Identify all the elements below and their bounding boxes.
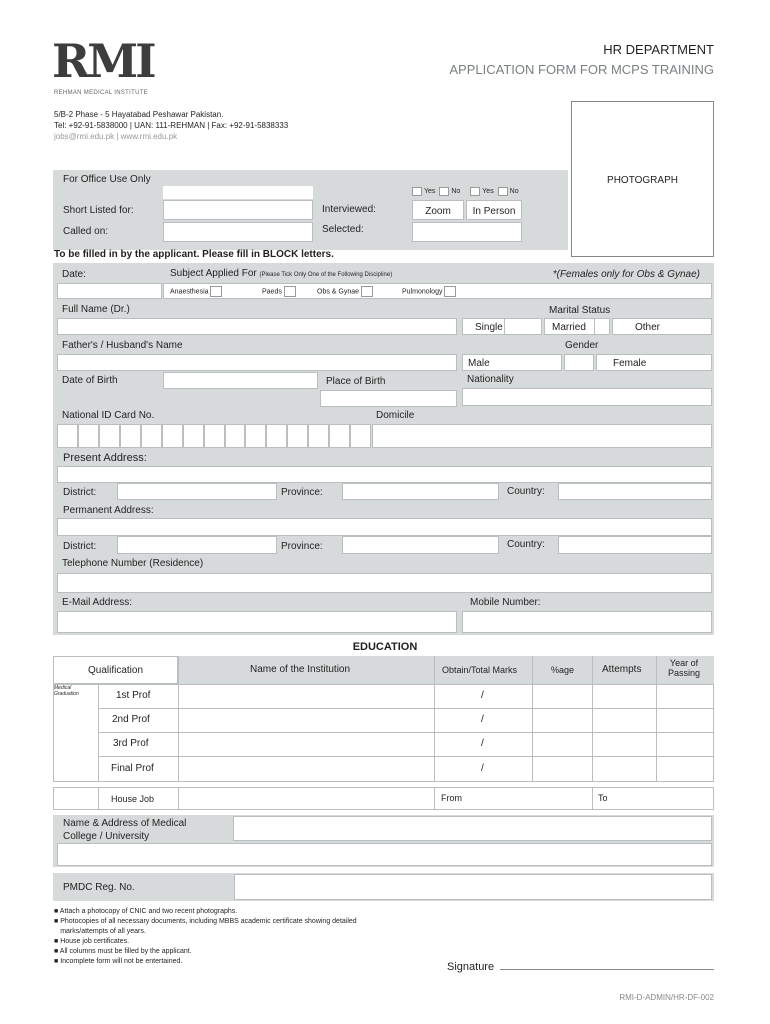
present-country-label: Country: <box>507 486 545 497</box>
married-label: Married <box>552 322 586 333</box>
male-box[interactable] <box>564 354 594 371</box>
disc-anaesthesia-label: Anaesthesia <box>170 288 209 296</box>
male-label: Male <box>468 358 490 369</box>
house-job-divider <box>434 787 435 810</box>
disc-pulmonology-checkbox[interactable] <box>444 286 456 297</box>
disc-anaesthesia-checkbox[interactable] <box>210 286 222 297</box>
marks-header: Obtain/Total Marks <box>442 665 518 675</box>
present-district-label: District: <box>63 487 97 498</box>
photograph-box[interactable] <box>571 101 714 257</box>
education-title: EDUCATION <box>352 641 418 653</box>
medical-graduation-label <box>54 686 94 697</box>
present-district-input[interactable] <box>117 483 277 500</box>
disc-pulmonology-label: Pulmonology <box>402 288 443 296</box>
web-line: jobs@rmi.edu.pk | www.rmi.edu.pk <box>54 132 178 141</box>
subject-note: (Please Tick Only One of the Following Discipline) <box>259 272 393 278</box>
logo-text: RMI <box>52 34 154 88</box>
nic-box[interactable] <box>99 424 120 448</box>
selected-input[interactable] <box>412 222 522 242</box>
email-label: E-Mail Address: <box>62 597 133 608</box>
note-item: ■ Attach a photocopy of CNIC and two recent photographs. <box>54 908 238 915</box>
prof-final-label: Final Prof <box>111 763 154 774</box>
notes-list <box>54 907 384 967</box>
nic-box[interactable] <box>162 424 183 448</box>
called-on-input[interactable] <box>163 222 313 242</box>
interviewed-label: Interviewed: <box>322 204 376 215</box>
note-item: ■ Incomplete form will not be entertained. <box>54 957 183 965</box>
house-job-label: House Job <box>111 794 155 804</box>
grid-col-line <box>532 656 533 782</box>
medical-graduation-text: Medical Graduation <box>54 685 79 697</box>
domicile-input[interactable] <box>372 424 712 448</box>
qualification-header: Qualification <box>87 665 144 676</box>
form-title: APPLICATION FORM FOR MCPS TRAINING <box>449 62 714 77</box>
called-on-label: Called on: <box>63 226 109 237</box>
male-cell[interactable] <box>462 354 562 371</box>
office-input-top[interactable] <box>163 186 313 199</box>
grid-col-line <box>178 656 179 782</box>
subject-label-text: Subject Applied For <box>170 268 257 279</box>
nic-box[interactable] <box>225 424 246 448</box>
nic-box[interactable] <box>245 424 266 448</box>
no-label-2: No <box>509 188 519 196</box>
grid-col-line <box>98 684 99 782</box>
signature-label: Signature <box>447 961 495 973</box>
domicile-label: Domicile <box>376 410 415 421</box>
short-listed-input[interactable] <box>163 200 313 220</box>
other-label: Other <box>635 322 661 333</box>
form-code: RMI-D-ADMIN/HR-DF-002 <box>619 993 714 1002</box>
percentage-header: %age <box>551 665 575 675</box>
disc-obs-gynae-checkbox[interactable] <box>361 286 373 297</box>
gender-label: Gender <box>565 340 599 351</box>
mobile-label: Mobile Number: <box>470 597 541 608</box>
yes-label-2: Yes <box>482 188 494 196</box>
female-label: Female <box>613 358 647 369</box>
year-passing-header: Year of Passing <box>667 658 701 678</box>
in-person-label: In Person <box>472 206 516 217</box>
nic-boxes[interactable] <box>57 424 371 448</box>
permanent-address-input[interactable] <box>57 518 712 536</box>
short-listed-label: Short Listed for: <box>63 205 134 216</box>
from-label: From <box>441 793 462 803</box>
present-address-label: Present Address: <box>63 452 147 464</box>
yes-no-row <box>412 187 522 199</box>
marital-status-label: Marital Status <box>549 305 611 316</box>
email-input[interactable] <box>57 611 457 633</box>
in-person-cell[interactable] <box>466 200 522 220</box>
dob-label: Date of Birth <box>62 375 118 386</box>
college-input-1[interactable] <box>233 816 712 841</box>
father-name-input[interactable] <box>57 354 457 371</box>
permanent-district-input[interactable] <box>117 536 277 554</box>
note-item: ■ House job certificates. <box>54 937 130 945</box>
present-address-input[interactable] <box>57 466 712 483</box>
pmdc-input[interactable] <box>234 874 712 900</box>
grid-row-line <box>98 732 714 733</box>
subject-label <box>170 269 392 279</box>
attempts-header: Attempts <box>602 664 642 675</box>
present-country-input[interactable] <box>558 483 712 500</box>
disc-anaesthesia[interactable] <box>170 286 222 297</box>
marks-slash-4: / <box>481 763 484 774</box>
disc-obs-gynae-label: Obs & Gynae <box>317 288 360 296</box>
marks-slash-3: / <box>481 738 484 749</box>
permanent-province-label: Province: <box>281 541 323 552</box>
contact-line: Tel: +92-91-5838000 | UAN: 111-REHMAN | Fax: +92-91-5838333 <box>54 121 289 130</box>
date-input[interactable] <box>57 283 162 299</box>
house-job-divider <box>98 787 99 810</box>
permanent-district-label: District: <box>63 541 97 552</box>
nic-box[interactable] <box>204 424 225 448</box>
place-of-birth-label: Place of Birth <box>326 376 386 387</box>
full-name-label: Full Name (Dr.) <box>62 304 130 315</box>
note-text: All columns must be filled by the applicant. <box>59 947 192 955</box>
pmdc-label: PMDC Reg. No. <box>63 882 135 893</box>
single-box[interactable] <box>504 318 542 335</box>
nic-box[interactable] <box>287 424 308 448</box>
prof-3rd-label: 3rd Prof <box>113 738 149 749</box>
yes-label: Yes <box>424 188 436 196</box>
present-province-label: Province: <box>281 487 323 498</box>
nic-box[interactable] <box>329 424 350 448</box>
father-name-label: Father's / Husband's Name <box>62 340 183 351</box>
dob-input[interactable] <box>163 372 318 389</box>
note-text: Photocopies of all necessary documents, including MBBS academic certificate showing detailed marks/attempts of all years. <box>60 917 357 935</box>
disc-paeds[interactable] <box>262 286 296 297</box>
nic-box[interactable] <box>57 424 78 448</box>
instruction-text: To be filled in by the applicant. Please fill in BLOCK letters. <box>54 249 334 260</box>
telephone-input[interactable] <box>57 573 712 593</box>
rmi-logo <box>52 34 172 88</box>
marks-slash-2: / <box>481 714 484 725</box>
office-use-title: For Office Use Only <box>63 174 151 185</box>
nic-box[interactable] <box>120 424 141 448</box>
note-text: Attach a photocopy of CNIC and two recent photographs. <box>59 908 238 915</box>
disc-paeds-label: Paeds <box>262 288 282 296</box>
prof-2nd-label: 2nd Prof <box>112 714 150 725</box>
mobile-input[interactable] <box>462 611 712 633</box>
nic-box[interactable] <box>266 424 287 448</box>
house-job-divider <box>592 787 593 810</box>
grid-col-line <box>434 656 435 782</box>
institution-header: Name of the Institution <box>250 664 351 675</box>
other-cell[interactable] <box>612 318 712 335</box>
nic-box[interactable] <box>78 424 99 448</box>
qualification-header-cell <box>53 656 178 684</box>
house-job-divider <box>178 787 179 810</box>
permanent-province-input[interactable] <box>342 536 499 554</box>
college-label: Name & Address of Medical College / University <box>63 818 187 842</box>
note-item: ■ Photocopies of all necessary documents, including MBBS academic certificate showing detailed marks/attempts of all years. <box>54 917 384 937</box>
nic-box[interactable] <box>183 424 204 448</box>
telephone-label: Telephone Number (Residence) <box>62 558 204 569</box>
place-of-birth-input[interactable] <box>320 390 457 407</box>
note-item: ■ All columns must be filled by the applicant. <box>54 947 192 955</box>
note-text: Incomplete form will not be entertained. <box>60 957 183 965</box>
no-label: No <box>451 188 461 196</box>
nationality-input[interactable] <box>462 388 712 406</box>
marks-slash-1: / <box>481 690 484 701</box>
nic-box[interactable] <box>141 424 162 448</box>
present-province-input[interactable] <box>342 483 499 500</box>
nationality-label: Nationality <box>467 374 514 385</box>
note-text: House job certificates. <box>60 937 130 945</box>
selected-label: Selected: <box>322 224 364 235</box>
address-line: 5/B-2 Phase - 5 Hayatabad Peshawar Pakistan. <box>54 110 224 119</box>
grid-row-line <box>98 756 714 757</box>
disc-pulmonology[interactable] <box>402 286 456 297</box>
to-label: To <box>598 793 608 803</box>
logo-subtitle: REHMAN MEDICAL INSTITUTE <box>54 90 148 96</box>
married-box[interactable] <box>594 318 610 335</box>
grid-col-line <box>592 656 593 782</box>
disc-paeds-checkbox[interactable] <box>284 286 296 297</box>
grid-row-line <box>98 708 714 709</box>
photograph-label: PHOTOGRAPH <box>607 175 678 186</box>
college-input-2[interactable] <box>57 843 712 866</box>
permanent-country-label: Country: <box>507 539 545 550</box>
zoom-cell[interactable] <box>412 200 464 220</box>
grid-col-line <box>656 656 657 782</box>
signature-line[interactable] <box>500 969 714 970</box>
permanent-address-label: Permanent Address: <box>63 505 154 516</box>
nic-label: National ID Card No. <box>62 410 155 421</box>
nic-box[interactable] <box>350 424 371 448</box>
full-name-input[interactable] <box>57 318 457 335</box>
department-title: HR DEPARTMENT <box>603 42 714 57</box>
nic-box[interactable] <box>308 424 329 448</box>
permanent-country-input[interactable] <box>558 536 712 554</box>
females-note: *(Females only for Obs & Gynae) <box>552 269 700 280</box>
single-label: Single <box>475 322 503 333</box>
prof-1st-label: 1st Prof <box>116 690 151 701</box>
date-label: Date: <box>62 269 86 280</box>
disc-obs-gynae[interactable] <box>317 286 373 297</box>
zoom-label: Zoom <box>425 206 451 217</box>
female-cell[interactable] <box>596 354 712 371</box>
